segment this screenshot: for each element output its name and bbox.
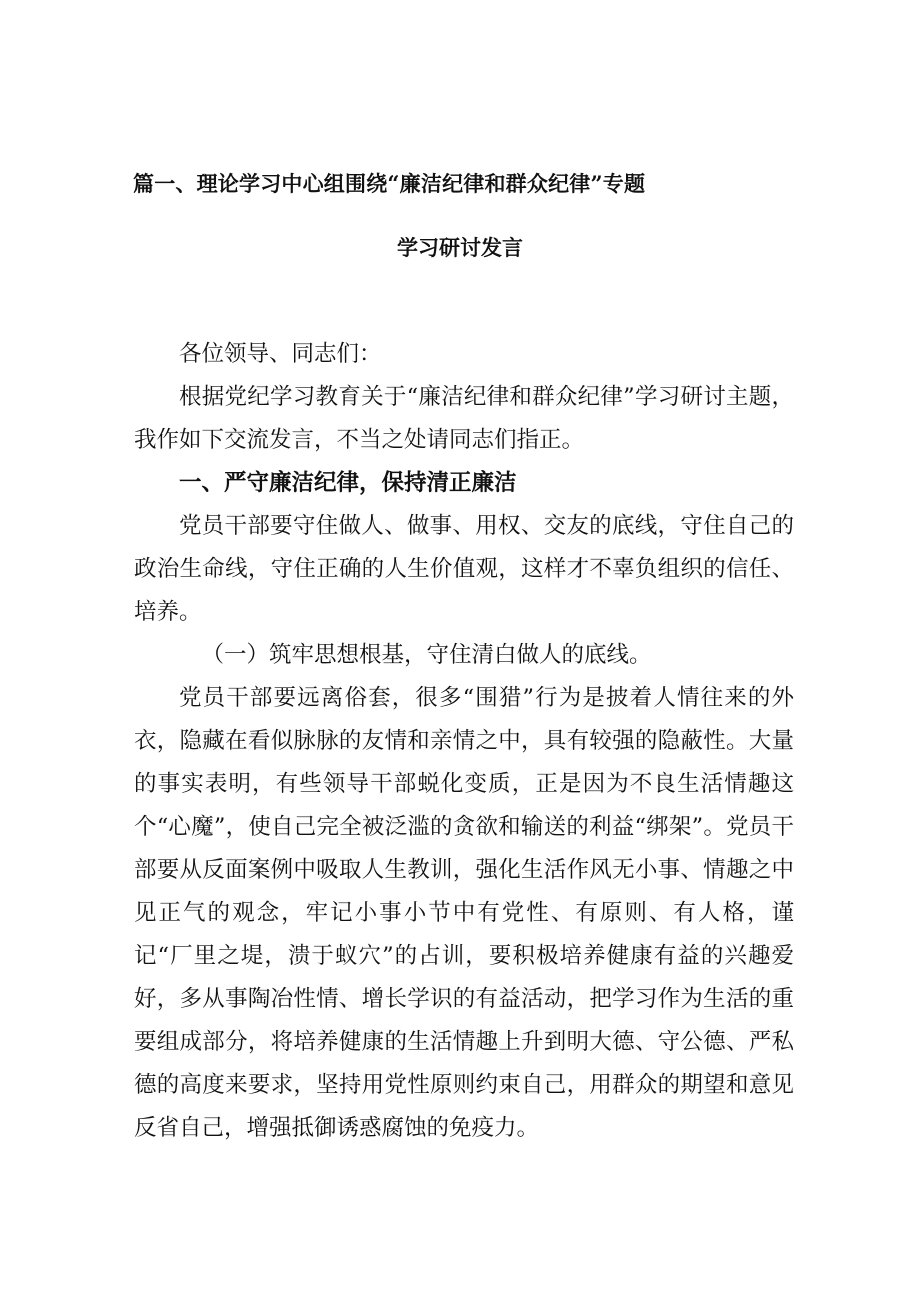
section-heading: 一、严守廉洁纪律，保持清正廉洁: [179, 470, 517, 496]
subsection-paragraph: 党员干部要远离俗套，很多“围猎”行为是披着人情往来的外衣，隐藏在看似脉脉的友情和亲情之中，具有较强的隐蔽性。大量的事实表明，有些领导干部蜕化变质，正是因为不良生活情趣这个“心魔”，使自己完全被泛滥的贪欲和输送的利益“绑架”。党员干部要从反面案例中吸取人生教训，强化生活作风无小事、情趣之中见正气的观念，牢记小事小节中有党性、有原则、有人格，谨记“厂里之堤，溃于蚁穴”的占训，要积极培养健康有益的兴趣爱好，多从事陶冶性情、增长学识的有益活动，把学习作为生活的重要组成部分，将培养健康的生活情趣上升到明大德、守公德、严私德的高度来要求，坚持用党性原则约束自己，用群众的期望和意见反省自己，增强抵御诱惑腐蚀的免疫力。: [134, 685, 794, 1141]
document-title-line1: 篇一、理论学习中心组围绕“廉洁纪律和群众纪律”专题: [133, 171, 646, 196]
document-title-line2: 学习研讨发言: [397, 235, 523, 260]
document-body: [134, 333, 794, 1150]
intro-paragraph: 根据党纪学习教育关于“廉洁纪律和群众纪律”学习研讨主题，我作如下交流发言，不当之处请同志们指正。: [134, 384, 794, 453]
greeting-paragraph: 各位领导、同志们：: [179, 341, 382, 367]
subsection-heading: （一）筑牢思想根基，守住清白做人的底线。: [201, 642, 652, 668]
section-paragraph: 党员干部要守住做人、做事、用权、交友的底线，守住自己的政治生命线，守住正确的人生价值观，这样才不辜负组织的信任、培养。: [134, 513, 794, 625]
